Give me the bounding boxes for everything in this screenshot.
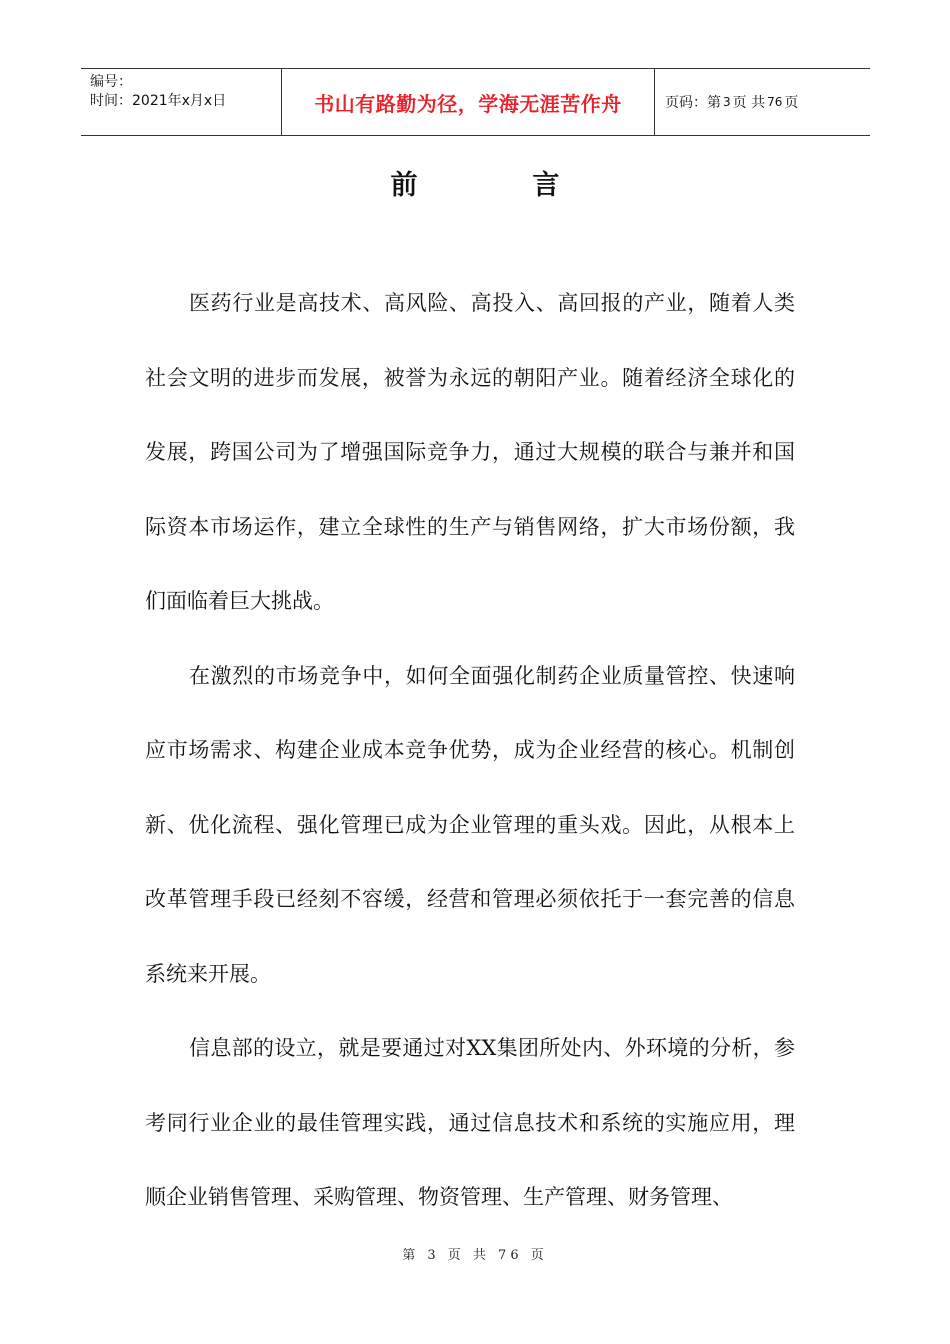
body-paragraph-2: 在激烈的市场竞争中，如何全面强化制药企业质量管控、快速响应市场需求、构建企业成本竞争优势，成为企业经营的核心。机制创新、优化流程、强化管理已成为企业管理的重头戏。因此，从根本上改革管理手段已经刻不容缓，经营和管理必须依托于一套完善的信息系统来开展。 xyxy=(145,663,795,986)
body-paragraph-1: 医药行业是高技术、高风险、高投入、高回报的产业，随着人类社会文明的进步而发展，被誉为永远的朝阳产业。随着经济全球化的发展，跨国公司为了增强国际竞争力，通过大规模的联合与兼并和国际资本市场运作，建立全球性的生产与销售网络，扩大市场份额，我们面临着巨大挑战。 xyxy=(145,291,795,613)
header-page-total: 76 xyxy=(767,95,783,109)
document-body xyxy=(145,266,795,1235)
header-meta xyxy=(81,69,282,135)
header-number-label: 编号： xyxy=(90,74,132,90)
header-page-prefix: 页码：第 xyxy=(665,95,721,111)
document-title: 前言 xyxy=(390,170,675,201)
page-footer: 第 3 页 共 76 页 xyxy=(402,1248,548,1263)
header-page-suffix: 页 xyxy=(784,95,799,111)
header-time-label: 时间：2021年x月x日 xyxy=(90,93,227,109)
header-page-current: 3 xyxy=(723,95,731,109)
body-paragraph-3: 信息部的设立，就是要通过对XX集团所处内、外环境的分析，参考同行业企业的最佳管理实践，通过信息技术和系统的实施应用，理顺企业销售管理、采购管理、物资管理、生产管理、财务管理、 xyxy=(145,1036,795,1209)
header-page-info xyxy=(655,69,870,135)
header-motto: 书山有路勤为径，学海无涯苦作舟 xyxy=(282,69,655,135)
page-header xyxy=(81,68,870,136)
header-page-mid: 页 共 xyxy=(732,95,766,111)
